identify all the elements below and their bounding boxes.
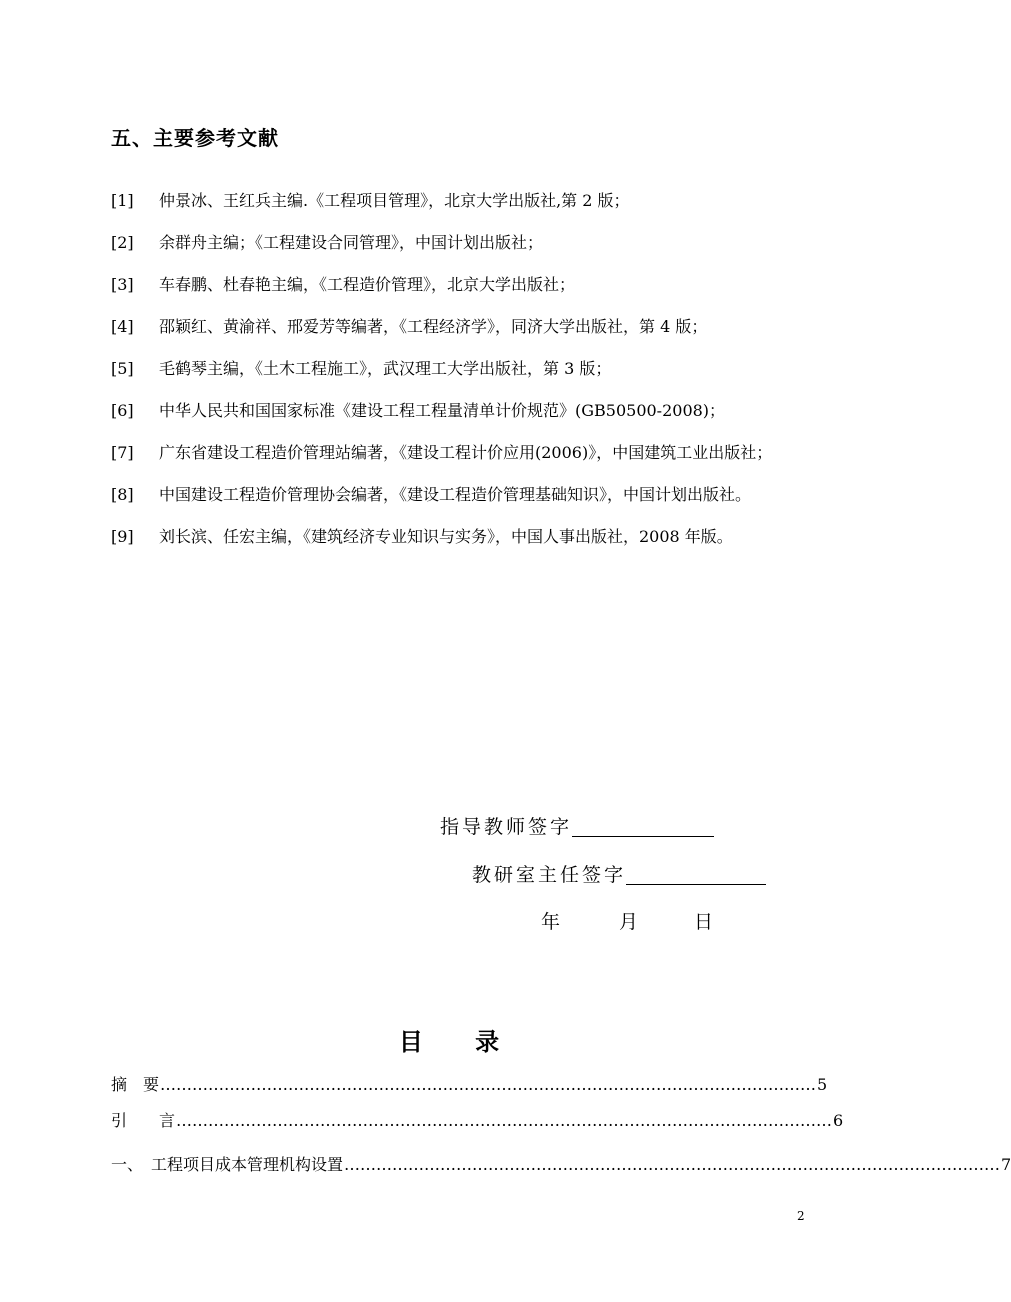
toc-entry-label: 一、 工程项目成本管理机构设置 <box>111 1155 344 1174</box>
reference-number: [7] <box>111 443 134 462</box>
toc-title: 目 录 <box>398 1028 522 1056</box>
advisor-signature-blank <box>572 835 714 837</box>
toc-entry-page: 5 <box>817 1075 828 1094</box>
reference-item <box>111 230 811 261</box>
page-number: 2 <box>797 1209 805 1223</box>
reference-text: 中国建设工程造价管理协会编著，《建设工程造价管理基础知识》，中国计划出版社。 <box>159 485 752 504</box>
reference-number: [5] <box>111 359 134 378</box>
reference-number: [1] <box>111 191 134 210</box>
reference-number: [8] <box>111 485 134 504</box>
reference-number: [4] <box>111 317 134 336</box>
reference-item <box>111 440 811 471</box>
toc-leader-dots: …………………………………………………………………………………………………………… <box>160 1075 817 1094</box>
toc-entry-page: 7 <box>1001 1155 1011 1174</box>
reference-item <box>111 398 811 429</box>
date-month: 月 <box>619 911 639 933</box>
reference-text: 中华人民共和国国家标准《建设工程工程量清单计价规范》(GB50500-2008)； <box>159 401 726 420</box>
reference-text: 刘长滨、任宏主编，《建筑经济专业知识与实务》，中国人事出版社，2008 年版。 <box>159 527 733 546</box>
toc-entry <box>111 1108 844 1131</box>
reference-item <box>111 482 811 513</box>
signature-date <box>541 907 713 934</box>
reference-number: [3] <box>111 275 134 294</box>
toc-leader-dots: …………………………………………………………………………………………………………… <box>176 1111 833 1130</box>
toc-entry <box>111 1152 1011 1175</box>
toc-entry-label: 摘 要 <box>111 1075 160 1094</box>
reference-number: [6] <box>111 401 134 420</box>
reference-list <box>111 188 811 566</box>
toc-entry-page: 6 <box>833 1111 844 1130</box>
reference-item <box>111 356 811 387</box>
reference-item <box>111 524 811 555</box>
director-signature-label: 教研室主任签字 <box>472 864 627 886</box>
reference-number: [9] <box>111 527 134 546</box>
advisor-signature-line <box>440 812 714 839</box>
reference-number: [2] <box>111 233 134 252</box>
toc-entry <box>111 1072 828 1095</box>
reference-item <box>111 314 811 345</box>
toc-entry-label: 引 言 <box>111 1111 176 1130</box>
date-day: 日 <box>694 911 714 933</box>
section-title: 五、主要参考文献 <box>111 126 279 150</box>
reference-text: 车春鹏、杜春艳主编，《工程造价管理》，北京大学出版社； <box>159 275 576 294</box>
reference-text: 仲景冰、王红兵主编.《工程项目管理》，北京大学出版社,第 2 版； <box>159 191 630 210</box>
advisor-signature-label: 指导教师签字 <box>440 816 573 838</box>
director-signature-line <box>472 860 766 887</box>
date-year: 年 <box>541 911 561 933</box>
director-signature-blank <box>626 883 766 885</box>
reference-text: 广东省建设工程造价管理站编著，《建设工程计价应用(2006)》，中国建筑工业出版社； <box>159 443 773 462</box>
reference-text: 余群舟主编；《工程建设合同管理》，中国计划出版社； <box>159 233 544 252</box>
reference-item <box>111 272 811 303</box>
toc-leader-dots: …………………………………………………………………………………………………………… <box>344 1155 1001 1174</box>
reference-text: 毛鹤琴主编，《土木工程施工》，武汉理工大学出版社，第 3 版； <box>159 359 612 378</box>
reference-text: 邵颖红、黄渝祥、邢爱芳等编著，《工程经济学》，同济大学出版社，第 4 版； <box>159 317 708 336</box>
reference-item <box>111 188 811 219</box>
